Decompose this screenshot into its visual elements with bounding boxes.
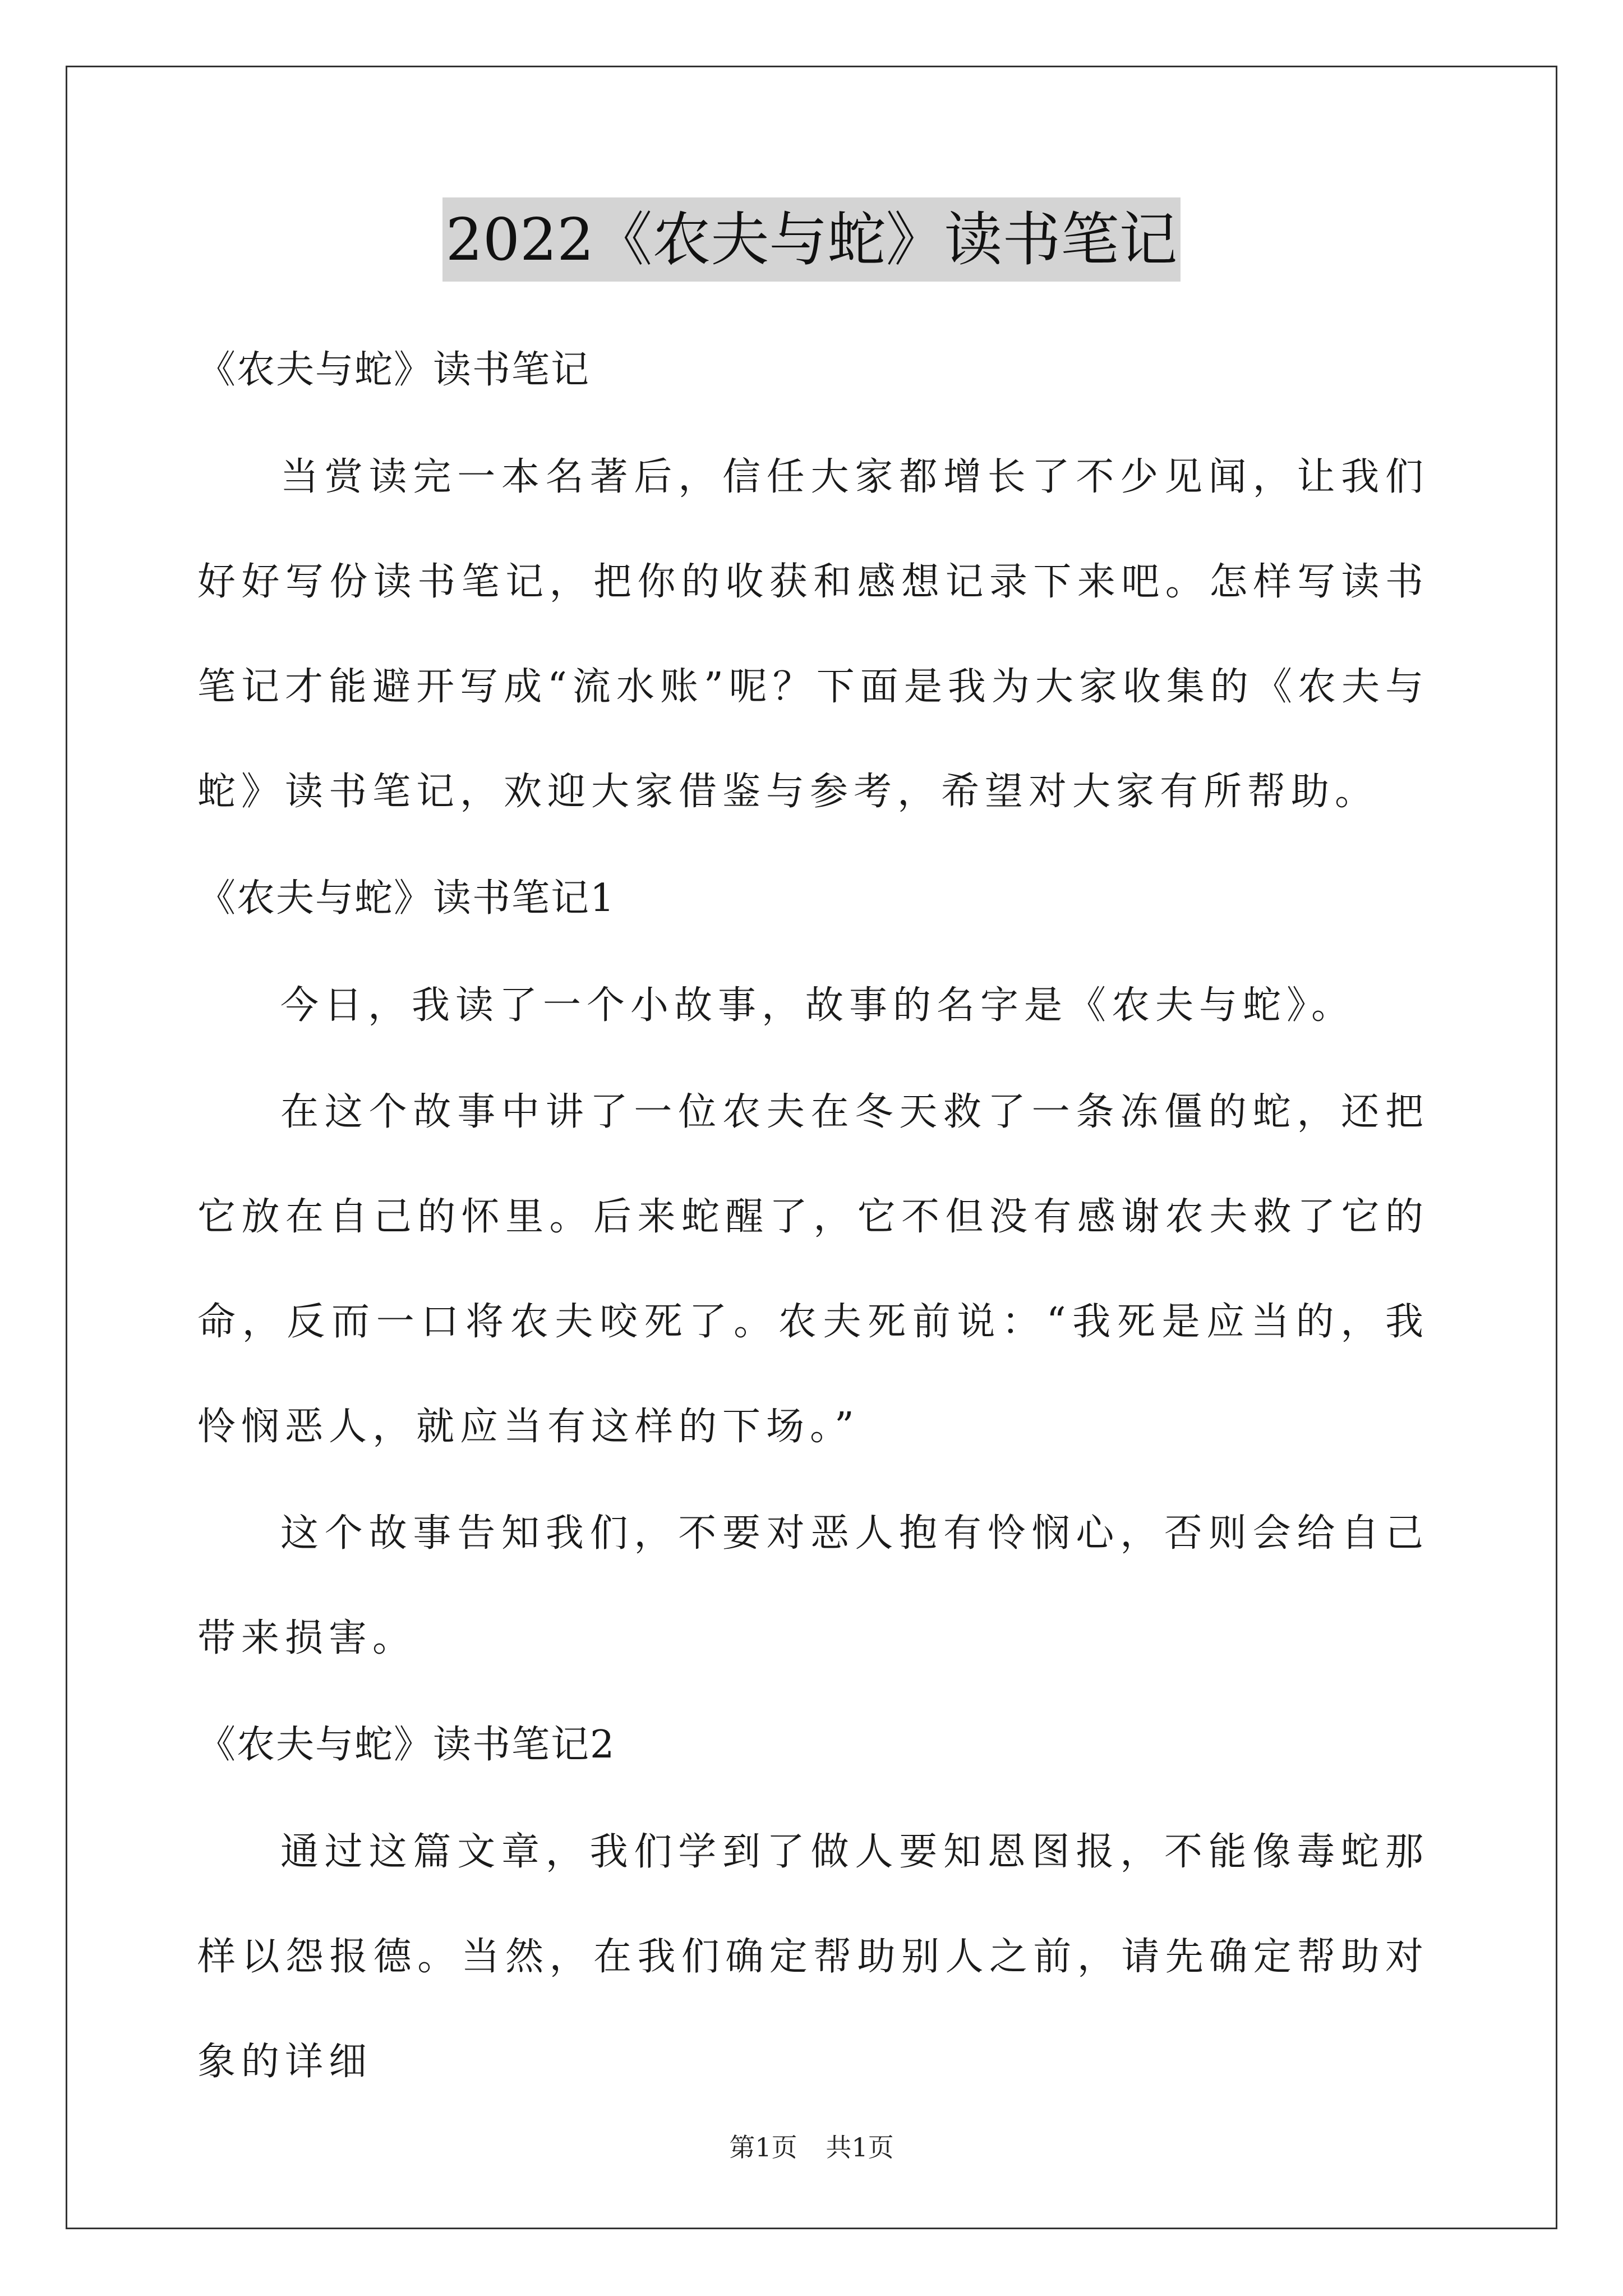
page-number: 第1页 xyxy=(729,2132,797,2162)
title-wrap xyxy=(0,197,1623,282)
page-footer xyxy=(0,2131,1623,2164)
paragraph-note-1-b: 在这个故事中讲了一位农夫在冬天救了一条冻僵的蛇，还把它放在自己的怀里。后来蛇醒了，它不但没有感谢农夫救了它的命，反而一口将农夫咬死了。农夫死前说：“我死是应当的，我怜悯恶人，就应当有这样的下场。” xyxy=(197,1090,1429,1449)
paragraph-note-1-c: 这个故事告知我们，不要对恶人抱有怜悯心，否则会给自己带来损害。 xyxy=(197,1511,1429,1660)
paragraph-note-1-a: 今日，我读了一个小故事，故事的名字是《农夫与蛇》。 xyxy=(280,983,1355,1028)
document-title: 2022《农夫与蛇》读书笔记 xyxy=(442,197,1181,282)
paragraph-intro: 当赏读完一本名著后，信任大家都增长了不少见闻，让我们好好写份读书笔记，把你的收获和感想记录下来吧。怎样写读书笔记才能避开写成“流水账”呢？下面是我为大家收集的《农夫与蛇》读书笔记，欢迎大家借鉴与参考，希望对大家有所帮助。 xyxy=(197,455,1429,814)
page-total: 共1页 xyxy=(826,2132,894,2162)
section-heading-intro: 《农夫与蛇》读书笔记 xyxy=(197,348,591,392)
section-heading-note-1: 《农夫与蛇》读书笔记1 xyxy=(197,876,616,921)
paragraph-note-2-a: 通过这篇文章，我们学到了做人要知恩图报，不能像毒蛇那样以怨报德。当然，在我们确定帮助别人之前，请先确定帮助对象的详细 xyxy=(197,1830,1429,2084)
section-heading-note-2: 《农夫与蛇》读书笔记2 xyxy=(197,1723,616,1767)
document-body xyxy=(197,343,1429,2142)
